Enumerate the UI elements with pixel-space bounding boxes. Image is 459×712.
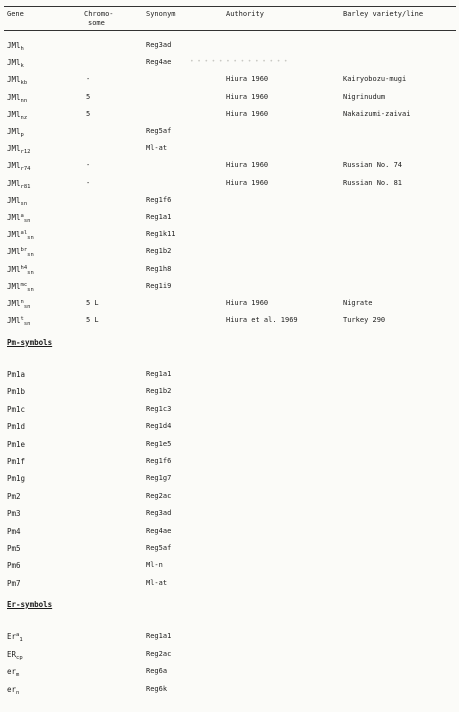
gene-base: JMl xyxy=(7,58,21,68)
gene-subscript: p xyxy=(20,132,24,138)
table-row xyxy=(0,279,459,295)
authority-cell: Hiura 1960 xyxy=(226,75,269,84)
gene-symbol xyxy=(7,75,28,87)
gene-base: Er xyxy=(7,632,17,641)
gene-subscript: r81 xyxy=(20,183,31,190)
authority-cell: Hiura 1960 xyxy=(226,178,269,187)
gene-symbol xyxy=(7,650,23,659)
gene-symbol xyxy=(7,110,27,119)
bleed-through-text: • • • • • • • • • • • • • • xyxy=(190,58,288,65)
synonym-cell: Reg1a1 xyxy=(146,632,172,640)
table-row xyxy=(0,296,459,312)
gene-base: JMl xyxy=(7,281,21,291)
synonym-cell: Reg1i9 xyxy=(146,281,172,290)
gene-base: JMl xyxy=(7,299,21,308)
header-gene: Gene xyxy=(7,10,24,18)
gene-symbol xyxy=(7,58,24,70)
table-row xyxy=(0,682,459,698)
gene-symbol: Pm1c xyxy=(7,404,26,414)
gene-symbol xyxy=(7,179,30,188)
gene-subscript: 1 xyxy=(19,637,23,643)
header-authority: Authority xyxy=(226,10,264,18)
gene-symbol xyxy=(7,196,27,205)
gene-superscript: h4 xyxy=(20,264,28,271)
synonym-cell: Ml-n xyxy=(146,561,163,570)
synonym-cell: Reg1d4 xyxy=(146,422,172,431)
gene-symbol: Pm1f xyxy=(7,457,26,466)
table-row xyxy=(0,313,459,329)
table-row xyxy=(0,367,459,383)
table-row xyxy=(0,124,459,140)
gene-symbol xyxy=(7,247,34,259)
gene-symbol xyxy=(7,161,31,173)
gene-subscript: sn xyxy=(27,286,34,293)
header-synonym: Synonym xyxy=(146,10,176,18)
gene-base: er xyxy=(7,684,17,694)
gene-subscript: cp xyxy=(16,654,23,661)
header-variety: Barley variety/line xyxy=(343,10,424,18)
table-row xyxy=(0,506,459,522)
header-bottom-rule xyxy=(4,30,456,31)
gene-symbol xyxy=(7,299,30,308)
gene-superscript: br xyxy=(20,247,28,254)
gene-base: JMl xyxy=(7,178,21,188)
gene-subscript: m xyxy=(16,672,20,679)
gene-symbol xyxy=(7,632,23,641)
variety-cell: Russian No. 81 xyxy=(343,178,403,187)
table-row xyxy=(0,524,459,540)
gene-symbol: Pm2 xyxy=(7,491,21,501)
gene-symbol xyxy=(7,316,31,328)
gene-symbol: Pm3 xyxy=(7,509,21,519)
variety-cell: Nigrinudum xyxy=(343,92,386,101)
gene-superscript: mc xyxy=(20,281,28,288)
synonym-cell: Reg5af xyxy=(146,544,172,552)
gene-symbol: Pm1a xyxy=(7,370,26,379)
table-row xyxy=(0,141,459,157)
chromosome-cell: - xyxy=(86,178,91,187)
header-chromosome-line1: Chromo- xyxy=(84,10,114,18)
table-row xyxy=(0,262,459,278)
authority-cell: Hiura et al. 1969 xyxy=(226,316,298,325)
er-symbols-heading: Er-symbols xyxy=(7,600,53,609)
table-row xyxy=(0,227,459,243)
table-row xyxy=(0,541,459,557)
variety-cell: Nakaizumi-zaivai xyxy=(343,109,411,118)
gene-base: JMl xyxy=(7,127,21,136)
synonym-cell: Reg1b2 xyxy=(146,387,172,396)
gene-symbol xyxy=(7,93,27,102)
table-row xyxy=(0,158,459,174)
synonym-cell: Reg1a1 xyxy=(146,370,172,378)
synonym-cell: Reg1f6 xyxy=(146,195,172,204)
table-row xyxy=(0,90,459,106)
table-row xyxy=(0,489,459,505)
chromosome-cell: - xyxy=(86,161,91,170)
gene-subscript: h xyxy=(20,46,24,52)
table-top-rule xyxy=(4,6,456,7)
gene-subscript: n xyxy=(16,689,20,696)
gene-subscript: sn xyxy=(27,269,34,276)
synonym-cell: Reg1c3 xyxy=(146,404,172,413)
gene-symbol: Pm7 xyxy=(7,578,21,588)
gene-superscript: t xyxy=(20,316,24,323)
gene-base: JMl xyxy=(7,41,21,50)
gene-base: ER xyxy=(7,649,17,659)
synonym-cell: Reg1k11 xyxy=(146,230,176,239)
gene-subscript: sn xyxy=(23,321,31,328)
gene-base: JMl xyxy=(7,230,21,240)
gene-symbol xyxy=(7,230,34,242)
variety-cell: Turkey 290 xyxy=(343,316,386,325)
synonym-cell: Reg1e5 xyxy=(146,439,172,448)
gene-subscript: sn xyxy=(27,252,34,259)
gene-symbol: Pm1e xyxy=(7,439,26,449)
gene-symbol: Pm5 xyxy=(7,544,21,553)
table-row xyxy=(0,471,459,487)
gene-subscript: sn xyxy=(23,218,31,224)
table-row xyxy=(0,647,459,663)
gene-symbol xyxy=(7,685,19,694)
gene-base: JMl xyxy=(7,75,21,85)
table-row xyxy=(0,38,459,54)
synonym-cell: Reg1f6 xyxy=(146,457,172,465)
table-row xyxy=(0,576,459,592)
gene-symbol xyxy=(7,667,20,679)
variety-cell: Russian No. 74 xyxy=(343,161,403,170)
gene-base: JMl xyxy=(7,247,21,257)
gene-subscript: nz xyxy=(20,114,28,121)
gene-subscript: r74 xyxy=(20,166,31,173)
authority-cell: Hiura 1960 xyxy=(226,109,269,118)
gene-base: JMl xyxy=(7,264,21,274)
table-row xyxy=(0,244,459,260)
gene-symbol xyxy=(7,41,24,50)
table-row xyxy=(0,454,459,470)
table-row xyxy=(0,72,459,88)
pm-symbols-heading: Pm-symbols xyxy=(7,338,53,347)
variety-cell: Kairyobozu-mugi xyxy=(343,75,407,84)
synonym-cell: Reg1b2 xyxy=(146,247,172,256)
gene-superscript: a xyxy=(20,213,24,219)
gene-subscript: nn xyxy=(20,97,28,104)
table-row xyxy=(0,664,459,680)
gene-subscript: sn xyxy=(20,200,28,207)
gene-superscript: a xyxy=(16,632,20,638)
synonym-cell: Reg1h8 xyxy=(146,264,172,273)
gene-superscript: n xyxy=(20,299,24,305)
chromosome-cell: 5 L xyxy=(86,299,99,307)
gene-symbol xyxy=(7,265,34,274)
table-row xyxy=(0,402,459,418)
synonym-cell: Reg3ad xyxy=(146,509,172,518)
gene-base: JMl xyxy=(7,316,21,326)
synonym-cell: Reg2ac xyxy=(146,491,172,500)
gene-symbol: Pm1d xyxy=(7,422,26,432)
gene-subscript: r12 xyxy=(20,149,31,156)
synonym-cell: Reg4ae xyxy=(146,526,172,535)
table-row xyxy=(0,210,459,226)
authority-cell: Hiura 1960 xyxy=(226,299,269,307)
gene-base: JMl xyxy=(7,109,21,119)
synonym-cell: Reg6a xyxy=(146,667,168,676)
authority-cell: Hiura 1960 xyxy=(226,161,269,170)
gene-superscript: al xyxy=(20,230,28,237)
chromosome-cell: 5 xyxy=(86,92,91,101)
gene-symbol: Pm1g xyxy=(7,474,26,484)
synonym-cell: Reg3ad xyxy=(146,41,172,49)
gene-symbol xyxy=(7,127,24,136)
synonym-cell: Reg5af xyxy=(146,127,172,135)
gene-symbol: Pm4 xyxy=(7,526,21,536)
gene-subscript: sn xyxy=(23,304,31,310)
header-chromosome-line2: some xyxy=(88,19,105,27)
synonym-cell: Reg6k xyxy=(146,684,168,693)
synonym-cell: Reg4ae xyxy=(146,58,172,67)
gene-symbol xyxy=(7,213,30,222)
gene-symbol xyxy=(7,144,31,156)
synonym-cell: Reg2ac xyxy=(146,649,172,658)
authority-cell: Hiura 1960 xyxy=(226,92,269,101)
synonym-cell: Ml-at xyxy=(146,578,168,587)
gene-base: JMl xyxy=(7,213,21,222)
chromosome-cell: - xyxy=(86,75,91,84)
synonym-cell: Reg1a1 xyxy=(146,213,172,221)
gene-subscript: kb xyxy=(20,80,28,87)
table-row xyxy=(0,55,459,71)
variety-cell: Nigrate xyxy=(343,299,373,307)
gene-subscript: sn xyxy=(27,235,34,242)
table-row xyxy=(0,176,459,192)
table-row xyxy=(0,558,459,574)
gene-base: JMl xyxy=(7,92,21,102)
gene-base: JMl xyxy=(7,161,21,171)
synonym-cell: Ml-at xyxy=(146,144,168,153)
gene-base: JMl xyxy=(7,144,21,154)
gene-subscript: k xyxy=(20,63,24,70)
table-row xyxy=(0,193,459,209)
chromosome-cell: 5 L xyxy=(86,316,99,325)
header-chromosome xyxy=(84,10,114,28)
chromosome-cell: 5 xyxy=(86,109,91,118)
gene-symbol xyxy=(7,282,34,291)
gene-base: JMl xyxy=(7,195,21,205)
table-row xyxy=(0,437,459,453)
table-row xyxy=(0,384,459,400)
gene-symbol: Pm1b xyxy=(7,387,26,397)
synonym-cell: Reg1g7 xyxy=(146,474,172,483)
table-row xyxy=(0,107,459,123)
table-row xyxy=(0,629,459,645)
table-row xyxy=(0,419,459,435)
gene-symbol: Pm6 xyxy=(7,561,21,571)
gene-base: er xyxy=(7,667,17,677)
